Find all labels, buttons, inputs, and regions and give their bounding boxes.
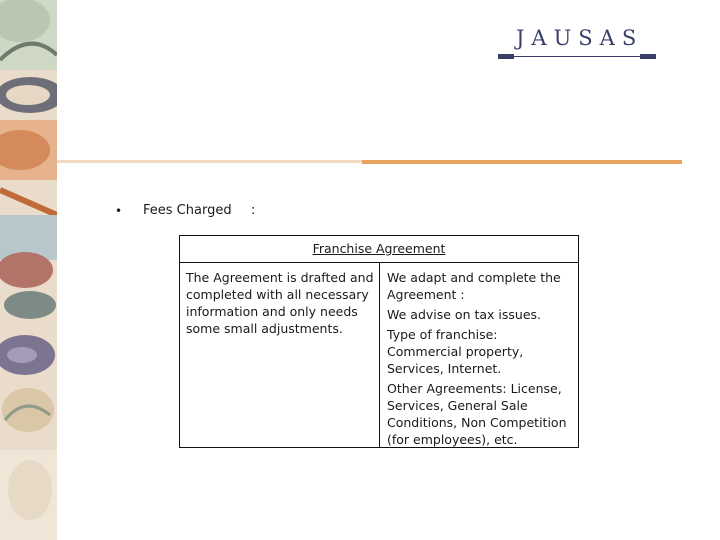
right-cell-line: Type of franchise: Commercial property, Services, Internet. [387, 327, 524, 376]
logo-text: JAUSAS [516, 26, 644, 50]
fees-colon: : [251, 203, 256, 218]
bullet-icon: • [115, 204, 123, 218]
table-left-cell: The Agreement is drafted and completed with all necessary information and only needs some small adjustments. [180, 263, 380, 447]
table-header-text: Franchise Agreement [312, 241, 446, 256]
divider-accent [362, 160, 682, 164]
decorative-artwork [0, 0, 57, 540]
table-header [180, 236, 578, 263]
right-cell-line: Other Agreements: License, Services, General Sale Conditions, Non Competition (for employees), etc. [387, 381, 567, 447]
franchise-table [179, 235, 579, 448]
jausas-logo [498, 26, 658, 66]
decorative-art-strip [0, 0, 57, 540]
right-cell-line: We adapt and complete the Agreement : [387, 270, 561, 302]
divider-light [57, 160, 362, 163]
right-cell-line: We advise on tax issues. [387, 307, 542, 322]
table-right-cell [380, 263, 578, 447]
logo-rule [512, 56, 640, 57]
fees-charged-label: Fees Charged [143, 203, 232, 218]
logo-bar-right [640, 54, 656, 59]
